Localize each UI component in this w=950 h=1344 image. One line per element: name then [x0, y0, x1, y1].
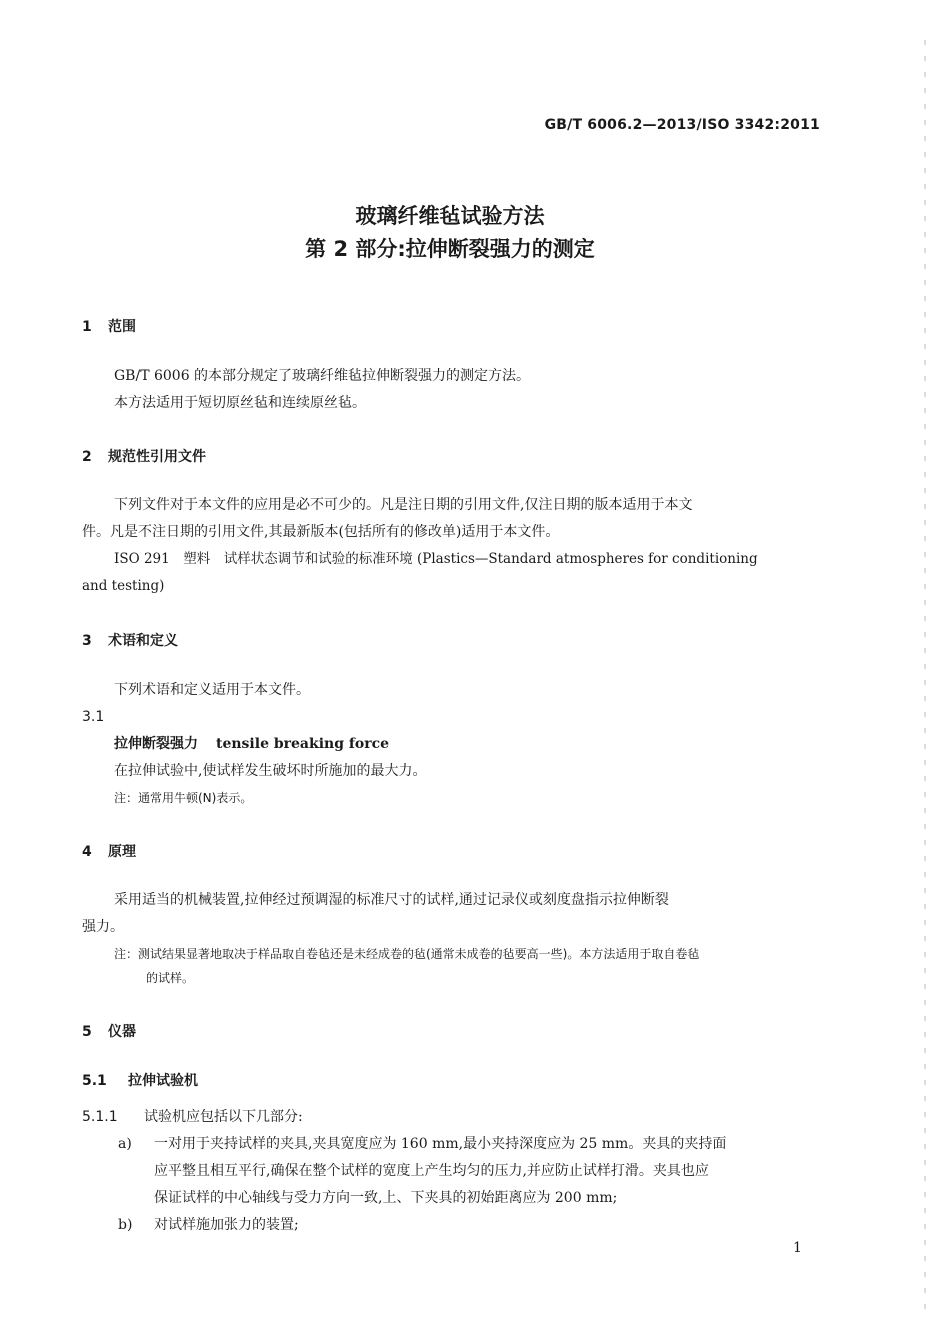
section-title: 仪器	[108, 1024, 136, 1040]
term-english: tensile breaking force	[216, 736, 390, 752]
page-number: 1	[793, 1240, 802, 1256]
section-title: 原理	[108, 844, 136, 860]
document-title-line2: 第 2 部分:拉伸断裂强力的测定	[305, 237, 595, 261]
section-number: 4	[82, 844, 92, 860]
document-title-line1: 玻璃纤维毡试验方法	[355, 204, 545, 228]
clause-5-1-1	[82, 1104, 303, 1131]
clause-text: 试验机应包括以下几部分:	[144, 1109, 303, 1125]
section-4-note-line-2: 的试样。	[146, 971, 195, 985]
section-5-heading	[82, 1021, 136, 1041]
list-label: a)	[118, 1136, 132, 1152]
clause-number: 5.1.1	[82, 1109, 118, 1125]
section-title: 术语和定义	[108, 633, 178, 649]
list-item-a-line-2: 应平整且相互平行,确保在整个试样的宽度上产生均匀的压力,并应防止试样打滑。夹具也应	[154, 1163, 709, 1179]
list-item-text: 一对用于夹持试样的夹具,夹具宽度应为 160 mm,最小夹持深度应为 25 mm。夹具的夹持面	[154, 1136, 727, 1152]
section-4-paragraph-line-2: 强力。	[82, 919, 124, 935]
section-number: 3	[82, 633, 92, 649]
subsection-title: 拉伸试验机	[128, 1073, 198, 1089]
list-item-a-line-3: 保证试样的中心轴线与受力方向一致,上、下夹具的初始距离应为 200 mm;	[154, 1190, 618, 1206]
section-2-heading	[82, 446, 206, 466]
section-2-paragraph-line-2: 件。凡是不注日期的引用文件,其最新版本(包括所有的修改单)适用于本文件。	[82, 524, 560, 540]
list-item-b	[118, 1212, 299, 1239]
normative-reference-line-1: ISO 291 塑料 试样状态调节和试验的标准环境 (Plastics—Standard atmospheres for conditioning	[114, 551, 758, 567]
section-3-paragraph: 下列术语和定义适用于本文件。	[114, 682, 310, 698]
standard-number: GB/T 6006.2—2013/ISO 3342:2011	[544, 117, 820, 133]
term-number: 3.1	[82, 709, 105, 725]
subsection-5-1-heading	[82, 1070, 198, 1090]
section-title: 规范性引用文件	[108, 449, 206, 465]
term-chinese: 拉伸断裂强力	[114, 736, 198, 752]
list-item-text: 对试样施加张力的装置;	[154, 1217, 299, 1233]
scan-edge-artifact	[924, 40, 926, 1320]
section-2-paragraph-line-1: 下列文件对于本文件的应用是必不可少的。凡是注日期的引用文件,仅注日期的版本适用于本文	[114, 497, 693, 513]
term-note: 注：通常用牛顿(N)表示。	[114, 791, 253, 805]
list-item-a-line-1	[118, 1131, 726, 1158]
section-1-paragraph-1: GB/T 6006 的本部分规定了玻璃纤维毡拉伸断裂强力的测定方法。	[114, 368, 531, 384]
section-4-paragraph-line-1: 采用适当的机械装置,拉伸经过预调湿的标准尺寸的试样,通过记录仪或刻度盘指示拉伸断裂	[114, 892, 669, 908]
section-number: 1	[82, 319, 92, 335]
term-entry	[114, 731, 389, 758]
section-title: 范围	[108, 319, 136, 335]
section-1-paragraph-2: 本方法适用于短切原丝毡和连续原丝毡。	[114, 395, 366, 411]
subsection-number: 5.1	[82, 1073, 107, 1089]
list-label: b)	[118, 1217, 133, 1233]
section-4-heading	[82, 841, 136, 861]
section-1-heading	[82, 316, 136, 336]
term-definition: 在拉伸试验中,使试样发生破坏时所施加的最大力。	[114, 763, 427, 779]
section-number: 2	[82, 449, 92, 465]
section-number: 5	[82, 1024, 92, 1040]
section-4-note-line-1: 注：测试结果显著地取决于样品取自卷毡还是未经成卷的毡(通常未成卷的毡要高一些)。本方法适用于取自卷毡	[114, 947, 700, 961]
normative-reference-line-2: and testing)	[82, 578, 165, 594]
section-3-heading	[82, 630, 178, 650]
